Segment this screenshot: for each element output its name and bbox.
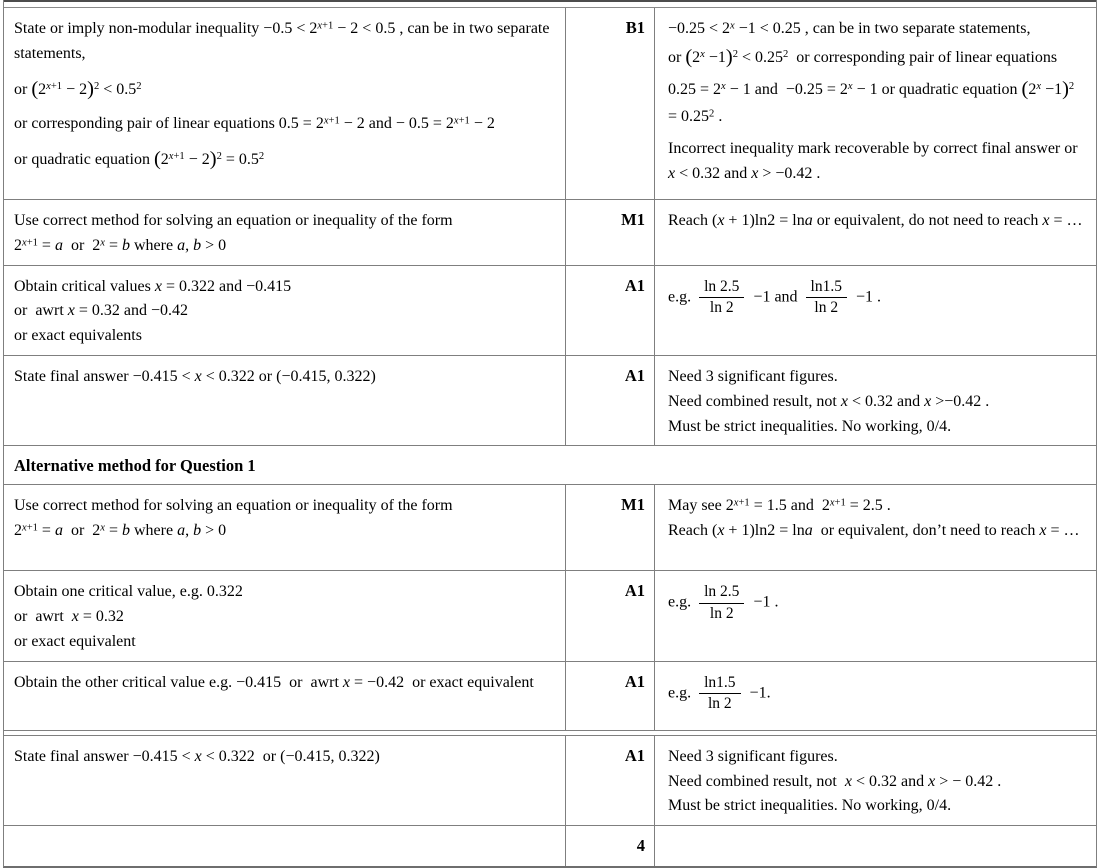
mark-cell: A1 bbox=[566, 662, 655, 730]
answer-cell: State or imply non-modular inequality $-0.5 < 2^{x+1} - 2 < 0.5$ , can be in two separate statements, or $(2^{x+1} - 2)^2 < 0.5^2$ or corresponding pair of linear equations $0.5 = 2^{x+1} - 2$ and − $0.5 = 2^{x+1} - 2$ or quadratic equation $(2^{x+1} - 2)^2 = 0.5^2$ bbox=[4, 8, 566, 199]
answer-cell bbox=[4, 826, 566, 866]
table-row bbox=[4, 736, 1096, 826]
guidance-cell: May see $2^{x+1} = 1.5$ and $2^{x+1} = 2.5$ . Reach (x + 1)ln2 = lna or equivalent, don’t need to reach x = … bbox=[668, 497, 1080, 540]
answer-cell: State final answer −0.415 < x < 0.322 or (−0.415, 0.322) bbox=[4, 736, 566, 825]
mark-cell: M1 bbox=[566, 200, 655, 265]
table-row bbox=[4, 8, 1096, 200]
mark-cell: B1 bbox=[566, 8, 655, 199]
table-top-rule bbox=[4, 0, 1096, 8]
answer-cell: State final answer −0.415 < x < 0.322 or (−0.415, 0.322) bbox=[4, 356, 566, 445]
total-marks-row bbox=[4, 826, 1096, 866]
guidance-cell: e.g. $\frac{\ln 2.5}{\ln 2}$ −1 . bbox=[668, 583, 779, 622]
guidance-cell: e.g. $\frac{\ln 1.5}{\ln 2}$ −1. bbox=[668, 673, 771, 712]
mark-cell: A1 bbox=[566, 266, 655, 355]
mark-scheme-table bbox=[3, 0, 1097, 868]
table-row bbox=[4, 571, 1096, 661]
answer-cell: Obtain the other critical value e.g. −0.415 or awrt x = −0.42 or exact equivalent bbox=[4, 662, 566, 730]
guidance-cell bbox=[655, 826, 1096, 866]
answer-cell: Use correct method for solving an equation or inequality of the form $2^{x+1} = a$ or $2^x = b$ where a, b > 0 bbox=[4, 200, 566, 265]
guidance-cell: e.g. $\frac{\ln 2.5}{\ln 2}$ −1 and $\frac{\ln 1.5}{\ln 2}$ −1 . bbox=[668, 277, 882, 316]
guidance-cell: Need 3 significant figures. Need combined result, not x < 0.32 and x > − 0.42 . Must be strict inequalities. No working, 0/4. bbox=[668, 747, 1002, 815]
guidance-cell: Need 3 significant figures. Need combined result, not x < 0.32 and x >−0.42 . Must be strict inequalities. No working, 0/4. bbox=[668, 367, 990, 435]
table-row bbox=[4, 662, 1096, 731]
answer-cell: Obtain critical values x = 0.322 and −0.415 or awrt x = 0.32 and −0.42 or exact equivalents bbox=[4, 266, 566, 355]
mark-cell: M1 bbox=[566, 485, 655, 570]
mark-cell: A1 bbox=[566, 736, 655, 825]
alternative-method-header: Alternative method for Question 1 bbox=[4, 446, 1096, 485]
answer-cell: Obtain one critical value, e.g. 0.322 or awrt x = 0.32 or exact equivalent bbox=[4, 571, 566, 660]
mark-cell: A1 bbox=[566, 571, 655, 660]
mark-cell: A1 bbox=[566, 356, 655, 445]
table-row bbox=[4, 356, 1096, 446]
table-row bbox=[4, 485, 1096, 571]
table-row bbox=[4, 266, 1096, 356]
answer-cell: Use correct method for solving an equation or inequality of the form $2^{x+1} = a$ or $2^x = b$ where a, b > 0 bbox=[4, 485, 566, 570]
guidance-cell: $-0.25 < 2^x -1 < 0.25$ , can be in two separate statements, or $(2^x -1)^2 < 0.25^2$ or corresponding pair of linear equations $0.25 = 2^x - 1$ and $-0.25 = 2^x - 1$ or quadratic equation $(2^x -1)^2 = 0.25^2$ . Incorrect inequality mark recoverable by correct final answer or x < 0.32 and x > −0.42 . bbox=[668, 20, 1078, 182]
table-row bbox=[4, 200, 1096, 266]
guidance-cell: Reach (x + 1)ln2 = lna or equivalent, do not need to reach x = … bbox=[668, 212, 1083, 229]
total-marks-value: 4 bbox=[566, 826, 655, 866]
